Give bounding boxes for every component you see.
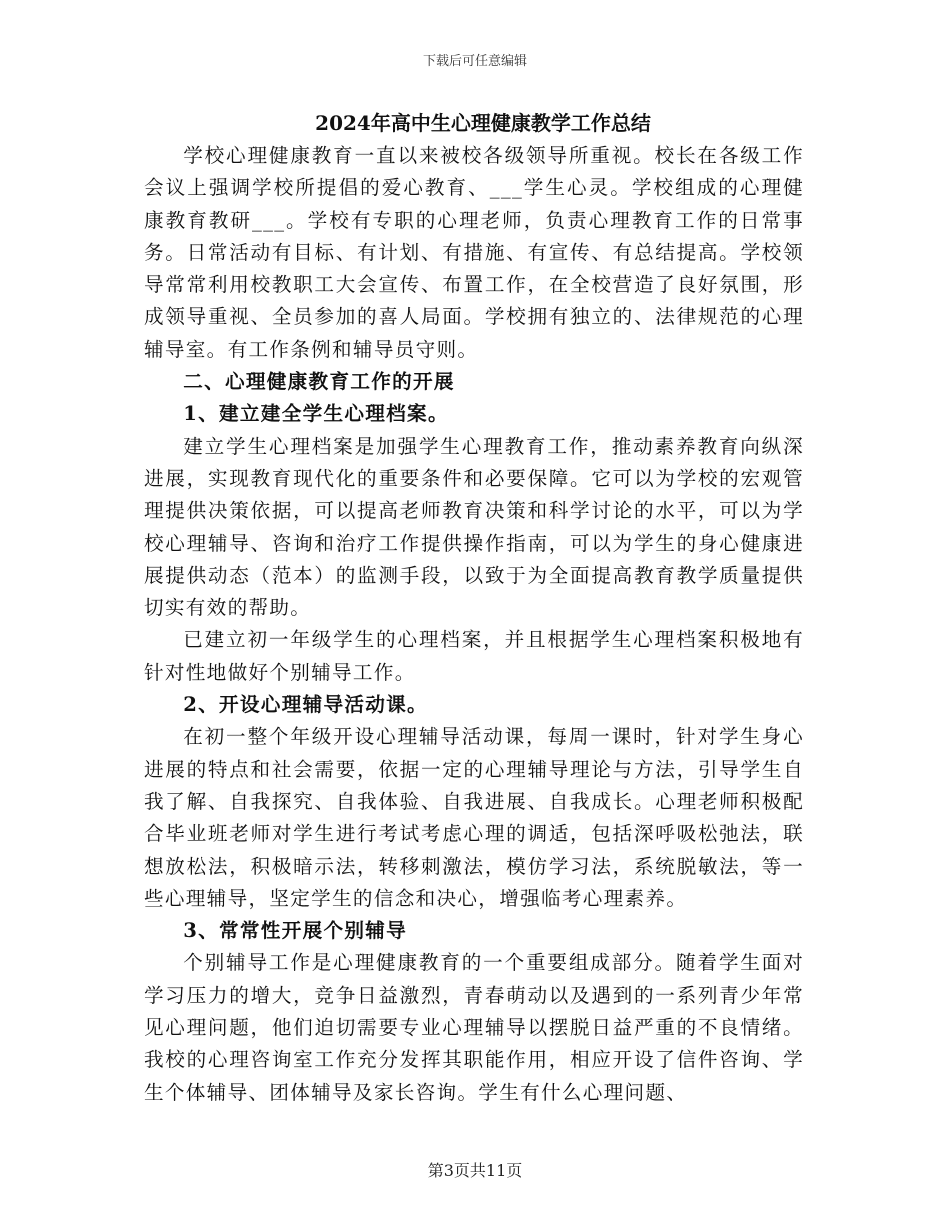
item3-heading: 3、常常性开展个别辅导 [183, 919, 408, 943]
item2-heading: 2、开设心理辅导活动课。 [183, 693, 428, 717]
document-title: 2024年高中生心理健康教学工作总结 [315, 111, 651, 135]
item1-paragraph-1: 建立学生心理档案是加强学生心理教育工作，推动素养教育向纵深进展，实现教育现代化的重要条件和必要保障。它可以为学校的宏观管理提供决策依据，可以提高老师教育决策和科学讨论的水平，可以为学校心理辅导、咨询和治疗工作提供操作指南，可以为学生的身心健康进展提供动态（范本）的监测手段，以致于为全面提高教育教学质量提供切实有效的帮助。 [144, 434, 804, 620]
item1-paragraph-2: 已建立初一年级学生的心理档案，并且根据学生心理档案积极地有针对性地做好个别辅导工作。 [144, 628, 804, 684]
header-note: 下载后可任意编辑 [422, 54, 527, 69]
intro-paragraph: 学校心理健康教育一直以来被校各级领导所重视。校长在各级工作会议上强调学校所提倡的爱心教育、___学生心灵。学校组成的心理健康教育教研___。学校有专职的心理老师，负责心理教育工作的日常事务。日常活动有目标、有计划、有措施、有宣传、有总结提高。学校领导常常利用校教职工大会宣传、布置工作，在全校营造了良好氛围，形成领导重视、全员参加的喜人局面。学校拥有独立的、法律规范的心理辅导室。有工作条例和辅导员守则。 [144, 144, 804, 361]
document-body [144, 106, 804, 1109]
item1-heading: 1、建立建全学生心理档案。 [183, 402, 449, 426]
item2-paragraph: 在初一整个年级开设心理辅导活动课，每周一课时，针对学生身心进展的特点和社会需要，依据一定的心理辅导理论与方法，引导学生自我了解、自我探究、自我体验、自我进展、自我成长。心理老师积极配合毕业班老师对学生进行考试考虑心理的调适，包括深呼吸松弛法，联想放松法，积极暗示法，转移刺激法，模仿学习法，系统脱敏法，等一些心理辅导，坚定学生的信念和决心，增强临考心理素养。 [144, 725, 804, 910]
section-heading: 二、心理健康教育工作的开展 [183, 370, 455, 394]
item3-paragraph: 个别辅导工作是心理健康教育的一个重要组成部分。随着学生面对学习压力的增大，竞争日益激烈，青春萌动以及遇到的一系列青少年常见心理问题，他们迫切需要专业心理辅导以摆脱日益严重的不良情绪。我校的心理咨询室工作充分发挥其职能作用，相应开设了信件咨询、学生个体辅导、团体辅导及家长咨询。学生有什么心理问题、 [144, 951, 804, 1104]
page-number: 第3页共11页 [427, 1161, 523, 1180]
